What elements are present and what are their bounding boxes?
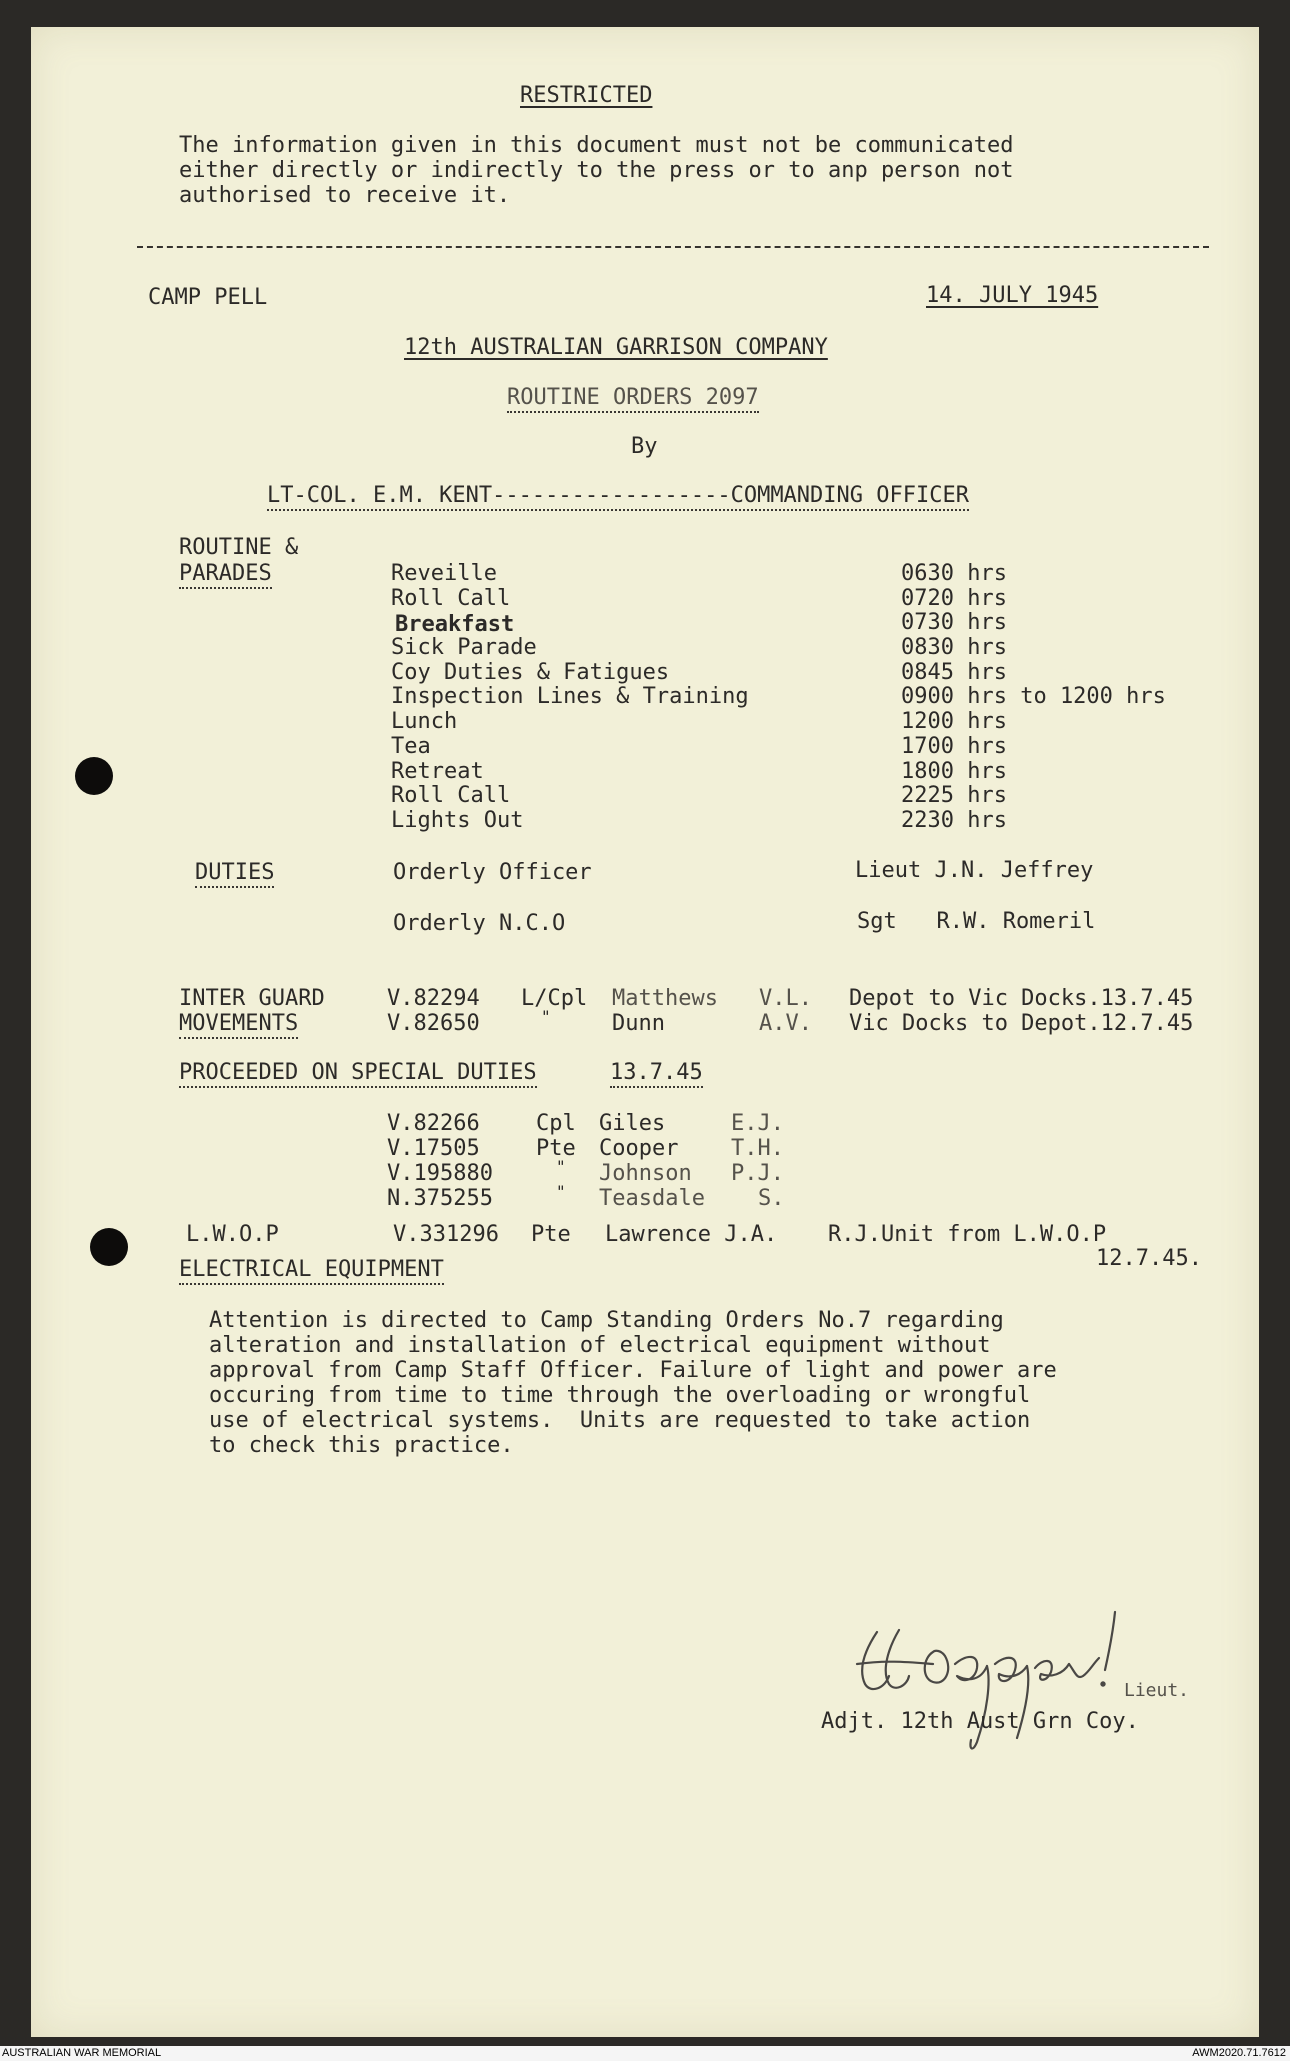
routine-time: 0900 hrs to 1200 hrs [901,684,1166,709]
orders-title: ROUTINE ORDERS 2097 [507,387,759,413]
lwop-rank: Pte [531,1222,571,1247]
special-rank: Pte [536,1136,576,1161]
routine-heading-line-1: ROUTINE & [179,535,299,560]
special-number: V.82266 [387,1111,480,1136]
special-initials: E.J. [731,1111,784,1136]
hole-punch-lower [90,1228,128,1266]
routine-activity: Roll Call [391,586,511,611]
by-label: By [631,434,658,459]
special-initials: P.J. [731,1161,784,1186]
routine-time: 1700 hrs [901,734,1007,759]
special-number: V.17505 [387,1136,480,1161]
special-duties-date: 13.7.45 [610,1062,703,1088]
archive-reference: AWM2020.71.7612 [1192,2047,1286,2059]
restriction-notice-line-2: either directly or indirectly to the press or to anp person not [179,158,1014,183]
routine-activity: Breakfast [395,612,515,637]
electrical-text-line: approval from Camp Staff Officer. Failure of light and power are [209,1358,1057,1383]
special-number: V.195880 [387,1161,493,1186]
duty-person: Sgt R.W. Romeril [857,909,1096,934]
archive-footer [0,2046,1290,2061]
routine-activity: Inspection Lines & Training [391,684,749,709]
routine-activity: Reveille [391,561,497,586]
routine-activity: Tea [391,734,431,759]
lwop-name: Lawrence J.A. [605,1222,778,1247]
order-date: 14. JULY 1945 [926,283,1099,308]
routine-time: 1800 hrs [901,759,1007,784]
hole-punch-upper [75,757,113,795]
special-name: Giles [599,1111,666,1136]
movement-detail: Vic Docks to Depot.12.7.45 [849,1011,1194,1036]
lwop-date: 12.7.45. [1096,1246,1202,1271]
lwop-detail: R.J.Unit from L.W.O.P [828,1222,1107,1247]
routine-heading-line-2: PARADES [179,563,272,589]
movement-detail: Depot to Vic Docks.13.7.45 [849,986,1194,1011]
lwop-label: L.W.O.P [186,1222,279,1247]
routine-activity: Sick Parade [391,635,537,660]
restriction-notice-line-1: The information given in this document must not be communicated [179,133,1014,158]
routine-time: 0730 hrs [901,610,1007,635]
routine-time: 0845 hrs [901,660,1007,685]
movements-heading-line-2: MOVEMENTS [179,1013,298,1039]
movement-name: Matthews [612,986,718,1011]
duties-heading: DUTIES [195,862,274,888]
unit-name: 12th AUSTRALIAN GARRISON COMPANY [404,335,828,360]
electrical-heading: ELECTRICAL EQUIPMENT [179,1259,444,1285]
location: CAMP PELL [148,285,268,310]
document-page [31,27,1259,2037]
special-name: Teasdale [599,1186,705,1211]
special-name: Cooper [599,1136,679,1161]
movements-heading-line-1: INTER GUARD [179,986,325,1011]
routine-time: 2225 hrs [901,783,1007,808]
archive-name: AUSTRALIAN WAR MEMORIAL [2,2047,162,2059]
electrical-text-line: Attention is directed to Camp Standing Orders No.7 regarding [209,1308,1004,1333]
special-initials: T.H. [731,1136,784,1161]
special-number: N.375255 [387,1186,493,1211]
lwop-number: V.331296 [393,1222,499,1247]
routine-activity: Lights Out [391,808,524,833]
commanding-officer-line: LT-COL. E.M. KENT------------------COMMANDING OFFICER [267,485,969,511]
routine-activity: Roll Call [391,783,511,808]
routine-time: 2230 hrs [901,808,1007,833]
movement-number: V.82650 [387,1011,480,1036]
signature-rank: Lieut. [1124,1680,1190,1701]
electrical-text-line: to check this practice. [209,1433,514,1458]
duty-person: Lieut J.N. Jeffrey [855,858,1094,883]
special-rank: " [556,1157,566,1176]
routine-activity: Lunch [391,709,458,734]
handwritten-signature [837,1592,1257,1762]
routine-time: 0830 hrs [901,635,1007,660]
routine-time: 1200 hrs [901,709,1007,734]
restriction-notice-line-3: authorised to receive it. [179,183,511,208]
signature-title: Adjt. 12th Aust Grn Coy. [821,1709,1139,1734]
electrical-text-line: occuring from time to time through the overloading or wrongful [209,1383,1031,1408]
duty-role: Orderly N.C.O [393,911,566,936]
routine-activity: Retreat [391,759,484,784]
movement-name: Dunn [612,1011,665,1036]
electrical-text-line: alteration and installation of electrical equipment without [209,1333,991,1358]
special-rank: " [556,1182,566,1201]
movement-initials: V.L. [759,986,812,1011]
classification-heading: RESTRICTED [520,83,653,108]
movement-rank: L/Cpl [521,986,588,1011]
movement-initials: A.V. [759,1011,812,1036]
electrical-text-line: use of electrical systems. Units are requested to take action [209,1408,1031,1433]
special-rank: Cpl [536,1111,576,1136]
duty-role: Orderly Officer [393,860,592,885]
routine-time: 0720 hrs [901,586,1007,611]
special-name: Johnson [599,1161,692,1186]
routine-activity: Coy Duties & Fatigues [391,660,670,685]
movement-number: V.82294 [387,986,480,1011]
special-duties-heading: PROCEEDED ON SPECIAL DUTIES [179,1062,537,1088]
routine-time: 0630 hrs [901,561,1007,586]
dashed-separator [137,246,1209,248]
movement-rank: " [541,1007,551,1026]
special-initials: S. [758,1186,785,1211]
